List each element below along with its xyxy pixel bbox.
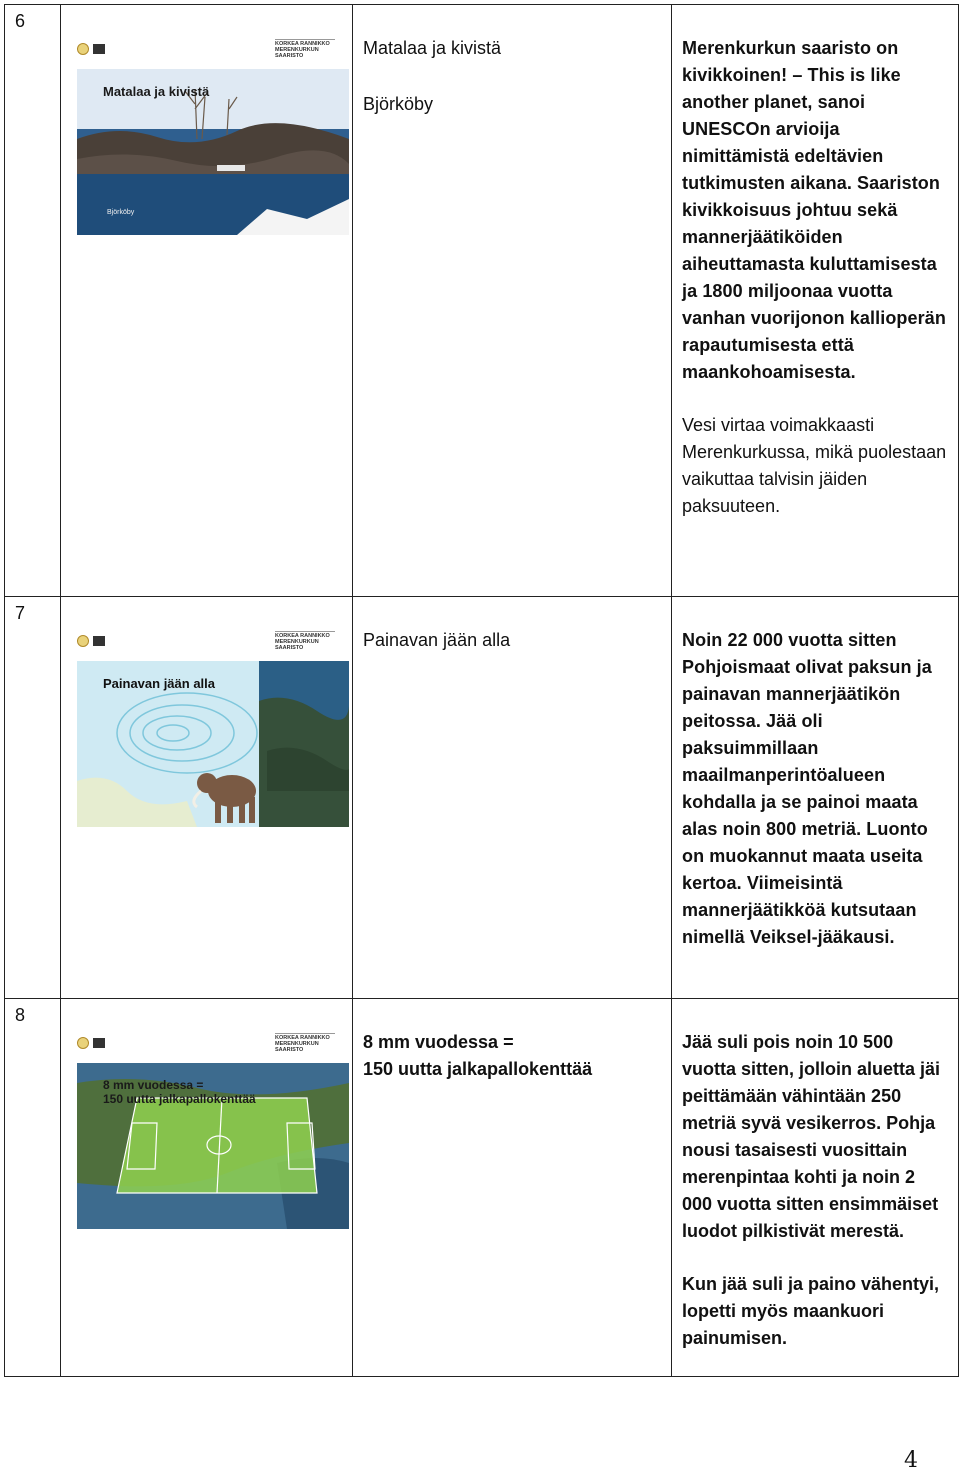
paragraph: Merenkurkun saaristo on kivikkoinen! – This is like another planet, sanoi UNESCOn arvioija nimittämistä edeltävien tutkimusten aikana. Saariston kivikkoisuus johtuu sekä mannerjäätiköiden aiheuttamasta kuluttamisesta ja 1800 miljoonaa vuotta vanhan vuorijonon kallioperän rapautumisesta että maankohoamisesta. (682, 38, 946, 382)
brand-line: SAARISTO (275, 53, 304, 59)
slide-caption-line: 150 uutta jalkapallokenttää (103, 1092, 256, 1106)
title-cell (353, 5, 672, 597)
row-title (353, 999, 671, 1083)
paragraph: Vesi virtaa voimakkaasti Merenkurkussa, mikä puolestaan vaikuttaa talvisin jäiden paksuuteen. (682, 415, 947, 516)
brand-line: MERENKURKUN (275, 47, 319, 53)
logo-icons (77, 1035, 105, 1049)
logo-icons (77, 633, 105, 647)
row-number-cell (5, 5, 61, 597)
row-subtitle: Björköby (363, 94, 434, 114)
brand-logo (275, 631, 335, 651)
row-number: 6 (15, 11, 26, 31)
slide-thumbnail (77, 39, 349, 239)
body-cell (672, 597, 959, 999)
slide-caption: Painavan jään alla (103, 676, 216, 691)
logo-icons (77, 41, 105, 55)
brand-line: SAARISTO (275, 1047, 304, 1053)
world-heritage-icon (93, 1038, 105, 1048)
brand-line: SAARISTO (275, 645, 304, 651)
slide-thumbnail (77, 1033, 349, 1233)
brand-line: MERENKURKUN (275, 639, 319, 645)
unesco-seal-icon (77, 43, 89, 55)
title-cell (353, 999, 672, 1377)
slide-caption: Matalaa ja kivistä (103, 84, 210, 99)
slide-cell (61, 999, 353, 1377)
unesco-seal-icon (77, 635, 89, 647)
brand-logo (275, 39, 335, 59)
row-title-line: 150 uutta jalkapallokenttää (363, 1059, 593, 1079)
title-cell (353, 597, 672, 999)
slide-caption-line: 8 mm vuodessa = (103, 1078, 204, 1092)
row-title-line: 8 mm vuodessa = (363, 1032, 514, 1052)
brand-line: KORKEA RANNIKKO (275, 1035, 330, 1041)
table-row (5, 5, 959, 597)
slide-caption (103, 1078, 256, 1106)
brand-line: KORKEA RANNIKKO (275, 633, 330, 639)
slide-cell (61, 597, 353, 999)
body-cell (672, 5, 959, 597)
row-number-cell (5, 999, 61, 1377)
unesco-seal-icon (77, 1037, 89, 1049)
row-number-cell (5, 597, 61, 999)
content-table (4, 4, 959, 1377)
paragraph: Jää suli pois noin 10 500 vuotta sitten, jolloin aluetta jäi peittämään vähintään 250 metriä syvä vesikerros. Pohja nousi tasaisesti vuosittain merenpintaa kohti ja noin 2 000 vuotta sitten ensimmäiset luodot pilkistivät merestä. (682, 1032, 941, 1241)
paragraph: Noin 22 000 vuotta sitten Pohjoismaat olivat paksun ja painavan mannerjäätikön peitossa. Jää oli paksuimmillaan maailmanperintöalueen kohdalla ja se painoi maata alas noin 800 metriä. Luonto on muokannut maata useita kertoa. Viimeisintä mannerjäätikköä kutsutaan nimellä Veiksel-jääkausi. (682, 630, 932, 947)
row-number: 7 (15, 603, 26, 623)
world-heritage-icon (93, 44, 105, 54)
paragraph: Kun jää suli ja paino vähentyi, lopetti myös maankuori painumisen. (682, 1274, 940, 1348)
table-row (5, 597, 959, 999)
brand-line: MERENKURKUN (275, 1041, 319, 1047)
slide-location: Björköby (107, 209, 135, 216)
row-title: Matalaa ja kivistä (363, 38, 502, 58)
page-number: 4 (904, 1448, 918, 1473)
table-row (5, 999, 959, 1377)
row-number: 8 (15, 1005, 26, 1025)
row-title: Painavan jään alla (363, 630, 511, 650)
brand-line: KORKEA RANNIKKO (275, 41, 330, 47)
brand-logo (275, 1033, 335, 1053)
slide-cell (61, 5, 353, 597)
body-cell (672, 999, 959, 1377)
world-heritage-icon (93, 636, 105, 646)
slide-thumbnail (77, 631, 349, 831)
